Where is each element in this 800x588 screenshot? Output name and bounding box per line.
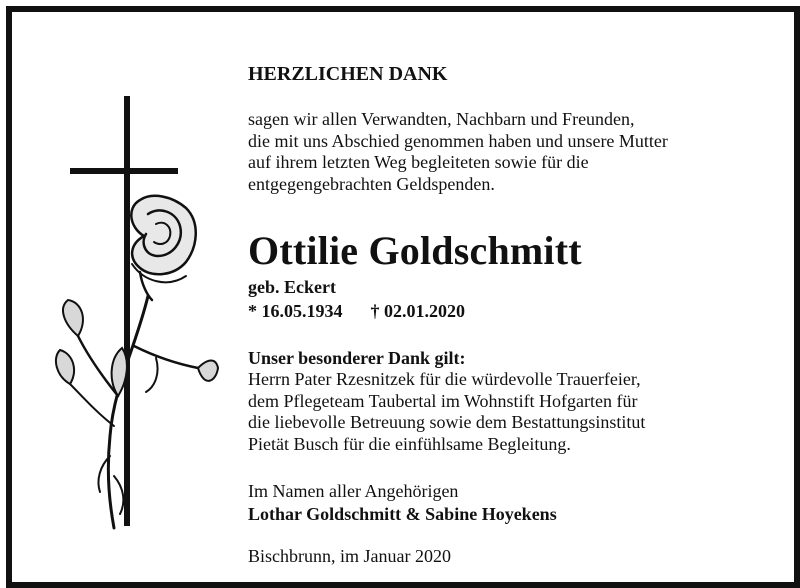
birth-date: * 16.05.1934 [248, 301, 343, 321]
special-thanks-paragraph [248, 369, 645, 455]
place-and-date: Bischbrunn, im Januar 2020 [248, 546, 451, 566]
death-date: † 02.01.2020 [370, 301, 465, 321]
special-thanks-line: Herrn Pater Rzesnitzek für die würdevolle Trauerfeier, [248, 369, 641, 389]
intro-line: auf ihrem letzten Weg begleiteten sowie für die [248, 152, 589, 172]
special-thanks-title: Unser besonderer Dank gilt: [248, 348, 466, 368]
maiden-name: geb. Eckert [248, 277, 336, 297]
special-thanks-line: die liebevolle Betreuung sowie dem Bestattungsinstitut [248, 412, 646, 432]
intro-paragraph [248, 109, 668, 195]
signers: Lothar Goldschmitt & Sabine Hoyekens [248, 504, 557, 524]
special-thanks-line: dem Pflegeteam Taubertal im Wohnstift Hofgarten für [248, 390, 638, 411]
notice-heading: HERZLICHEN DANK [248, 63, 448, 85]
intro-line: die mit uns Abschied genommen haben und unsere Mutter [248, 130, 668, 151]
notice-frame [6, 6, 800, 588]
life-dates [248, 300, 465, 322]
intro-line: entgegengebrachten Geldspenden. [248, 173, 495, 194]
intro-line: sagen wir allen Verwandten, Nachbarn und Freunden, [248, 109, 635, 129]
cross-icon [70, 96, 178, 526]
cross-with-rose-artwork [48, 96, 228, 536]
special-thanks-line: Pietät Busch für die einfühlsame Begleitung. [248, 433, 571, 454]
deceased-name: Ottilie Goldschmitt [248, 228, 582, 273]
rose-icon [56, 196, 218, 528]
on-behalf-line: Im Namen aller Angehörigen [248, 481, 459, 501]
notice-text [248, 62, 768, 566]
